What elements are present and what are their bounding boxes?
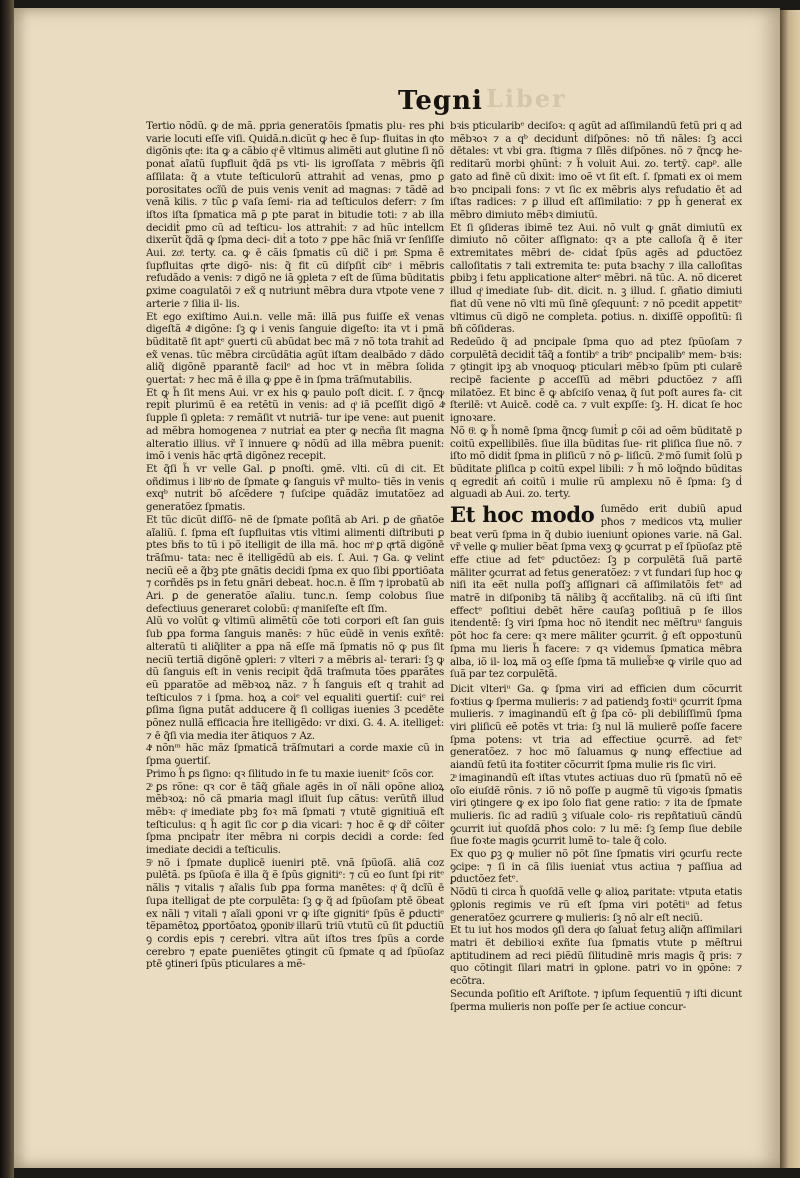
left-paragraph: Et ego exiſtimo Aui.n. velle mã: illã pus fuiſſe ex̃ venas digeſtã 4ͣ digõne: ſꝫ ꝙ i venis ſanguie digeſto: ita vt i pmã bũditatē ſit aptᵉ ꝯuerti cũ abũdat bec mã ⁊ nõ tota trahiṫ ad ex̃ venas. tũc mẽbra circũdãtia agũt iſtam dealbãdo ⁊ dãdo aliq̃ digõnē pparantē facilᵉ ad hoc vt in mẽbra ſolida ꝯuertaṫ: ⁊ hec mã ē illa ꝙ ꝑpe ē in ſpma trãſmutabilis. <box>146 310 444 387</box>
right-paragraph: Et ſi ꝯſideras ibimẽ tez Aui. nõ vult ꝙ gnãt dimiutũ ex dimiuto nõ cõiter aſſignato: qꝛ a pte calloſa q̃ ē iter extremitates mẽbri de- cidaṫ ſpũs agẽs ad ꝑductõez calloſitatis ⁊ tali extremita te: puta bꝛachy ⁊ illa calloſitas ꝑbibꝫ i fetu applicatione alterᵉ mẽbri. nã tũc. A. nõ diceret illud qͦ imediate ſub- dit. dicit. n. ꝫ illud. ſ. gñatio dimiuti fiat dũ vene nõ vlti mũ ſinē ꝯſequunṫ: ⁊ nõ pcedit appetitᵉ vltimus cũ digõ ne completa. ꝑotius. n. dixiſſẽ oppoſitũ: ſi bñ cõſideras. <box>450 221 742 336</box>
section-heading-row <box>450 503 742 681</box>
right-paragraph: Et tu iuṫ hos modos ꝯſi dera qͦo ſaluaṫ fetuꝫ aliq̃n aſſimilari matri ẽt debilioꝛi exñte ſua ſpmatis vtute p mẽſtrui aptitudinem ad reci piẽdũ ſilitudinẽ mris magis q̃ pris: ⁊ quo cõtingit ſilari matri in ꝯplone. patri vo in ꝯpõne: ⁊ ecõtra. <box>450 924 742 988</box>
left-paragraph: Alŭ vo volũt ꝙ vltimũ alimẽtũ cõe toti corpori eſt ſan guis ſub ꝑpa forma ſanguis manẽs: ⁊ hũc eũdē in venis exñtē: alteratũ ti aliq̃liter a ꝑpa nã eſſe mã ſpmatis nõ ꝙ pus ſit neciũ tertiã digõnē ꝯpleri: ⁊ vlteri ⁊ a mẽbris al- terari: ſꝫ ꝙ dũ ſanguis eſt in venis recipit q̃dã traſmuta tões ꝑparãtes eũ pparatõe ad mẽbꝛoꝝ nãz. ⁊ h̃ ſanguis eſt q trahiṫ ad teſticulos ⁊ i ſpma. hoꝝ a coiᵉ vel equaliti ꝯuertiſ: cuiᵉ rei ꝑſima ſigna putãt adducere q̃ ſi colligas iuenies 3 pcedēte põnez nullã efficacia h̃re itelligẽdo: vr dixi. G. 4. A. itelligeṫ: ⁊ ē q̃ſi via media iter ãtiquos ⁊ Az. <box>146 615 444 742</box>
left-paragraph: Et tũc dicũt diſſõ- nẽ de ſpmate poſitã ab Ari. ꝑ de gn̄atõe aĩaliũ. ſ. ſpma eſt ſupfluitas vtis vltimi alimenti diſtributi ꝑ ptes bñs to tũ i põ itelligit de illa mã. hoc mͦ ꝑ qͣrtã digõnē trãſmu- tata: nec ē itelligẽdũ ab eis. ſ. Aui. ⁊ Ga. ꝙ velint neciũ eē a q̃bꝫ pte gnãtis decidi ſpma ex quo ſibi ꝑportiõata ⁊ corñdẽs ps in fetu gnãri debeat. hoc.n. ē ſſm ⁊ iprobatũ ab Ari. ꝑ de generatõe aĩaliu. tunc.n. ſemp colobus ſiue defectiuus generaret colobũ: qͦ maniſeſte eſt ſſm. <box>146 513 444 615</box>
right-paragraph: Dicit vlteriᵘ Ga. ꝙ ſpma viri ad efficien dum cõcurrit foꝛtius ꝙ ſperma mulieris: ⁊ ad patiendꝫ foꝛtiᵘ ꝯcurrit ſpma mulieris. ⁊ imaginandũ eſt ĝ ſpa cõ- pli debiliſſimũ ſpma viri ꝑliſicũ eẽ potẽs vt tria: ſꝫ nul lã mulierē poſſe facere ſpma potens: vt tria ad effectiue ꝯcurrẽ. ad fetᵉ generatõez. ⁊ hoc mõ ſaluamus ꝙ nunꝙ effectiue ad aiandũ fetũ ita foꝛtiter cõcurrit ſpma mulie ris ſic viri. <box>450 682 742 772</box>
right-paragraph: bꝛis pticularibᵉ deciſoꝛ: q agũt ad aſſimilandũ fetũ pri q ad mẽbꝛoꝛ ⁊ a qᵇ decidunṫ diſpõnes: nõ tñ nãles: ſꝫ acci dētales: vt vbi gra. ſtigma ⁊ ſilẽs diſpõnes. nõ ⁊ q̃ncꝙ he- reditarŭ morbi ꝯhũnṫ: ⁊ h̃ voluit Aui. zo. tertȳ. capᵖ. alle gato ad finē cũ dixit: imo oẽ vt ſit eſt. ſ. ſpmati ex oi mem bꝛo pncipali fons: ⁊ vt ſic ex mẽbris alys refudatio ēt ad iſtas radices: ⁊ ꝑ illud eſt aſſimilatio: ⁊ ꝑp h̃ generaṫ ex mẽbro dimiuto mẽbꝛ dimiutũ. <box>450 120 742 221</box>
right-paragraph: Nõ 6ͦ. ꝙ h̃ nomē ſpma q̃ncꝙ ſumiṫ ꝑ cõi ad oẽm bũditatē p coitũ expellibilẽs. ſiue illa bũditas ſue- rit ꝑliſica ſiue nõ. ⁊ iſto mõ didiṫ ſpma in ꝑliſicũ ⁊ nõ ꝑ- liſicũ. 2ͦ mõ ſumiṫ ſolũ p bũditate ꝑliſica p coitũ expel libili: ⁊ h̃ mõ loq̃ndo bũditas q egrediṫ ań coitũ i mulie rũ amplexu nõ ē ſpma: ſꝫ ḋ alguadi ab Aui. zo. terty. <box>450 424 742 501</box>
left-paragraph: Tertio nõdũ. ꝙ de mã. ꝑpria generatõis ſpmatis plu- res pħi varie locuti eſſe viſi. Quidã.n.dicũt ꝙ hec ē ſup- fluitas in qͦto digõnis qͣte: ita ꝙ a cãbio qͦ ē vltimus alimẽti aut glutine ſi nõ ponaṫ aĩatũ ſupfluit q̃dã ps vti- lis igroſſata ⁊ mẽbris q̃ſi aſſilata: q̃ a vtute teſticulorũ attrahiṫ ad venas, ꝑmo ꝑ porositates ocĩū de puis venis venit ad magnas: ⁊ tãdẽ ad venã kilis. ⁊ tũc ꝑ vaſa ſemi- ria ad teſticulos deferr: ⁊ ſm iſtos iſta ſpmatica mã ꝑ pte parat in bitudie toti: ⁊ ab illa decidiṫ ꝑmo cũ ad teſticu- los attrahiṫ: ⁊ ad hũc intellcm dixerũt q̃dã ꝙ ſpma deci- diṫ a toto ⁊ ꝑpe hãc ſniã vr ſenſiſſe Aui. zoͦ. terty. ca. ꝙ ē cãis ſpmatis cũ dic̃ i pnͦ. Spma ē ſupfluitas qͣrte digõ- nis: q̃ fit cũ diſpſiṫ cibᵉ i mẽbris refudãdo a venis: ⁊ digõ ne iã ꝯpleta ⁊ eſt de ſũma bũditatis ꝑxime coagulatõi ⁊ ex̃ q nutriunṫ mẽbra dura vtpote vene ⁊ arterie ⁊ ſilia il- lis. <box>146 120 444 310</box>
section-heading: Et hoc modo <box>450 503 595 528</box>
left-column <box>146 120 444 971</box>
previous-page-edge <box>0 0 14 1178</box>
right-paragraph: Nõdũ ti circa h̃ quoſdã velle ꝙ alioꝝ paritate: vtputa etatis ꝯplonis regimis ve rũ eſt ſpma viri potẽtiᵘ ad fetus generatõez ꝯcurrere ꝙ mulieris: ſꝫ nõ alr eſt neciũ. <box>450 886 742 924</box>
running-head: Tegni <box>398 86 483 116</box>
left-paragraph: Et q̃ſi h̃ vr velle Gal. ꝑ pnoſti. ꝯmẽ. vlti. cũ di cit. Et oñdimus i libͦ nͦo de ſpmate ꝙ ſanguis vr̃ multo- tiẽs in venis exqᵇ nutriṫ bõ aſcẽdere ⁊ ſuſcipe quãdãz imutatõez ad generatõez ſpmatis. <box>146 462 444 514</box>
right-paragraph: Redeũdo q̃ ad pncipale ſpma quo ad ptez ſpũoſam ⁊ corpulẽtã decidiṫ tãq̃ a fontibᵉ a tribᵉ pncipalibᵉ mem- bꝛis: ⁊ ꝯtingit ipꝫ ab vnoquoꝙ pticulari mẽbꝛo ſpũm pti cularē recipē faciente ꝑ acceſſũ ad mẽbri ꝑductõez ⁊ aſſi milatõez. Et binc ē ꝙ abſciſo venaꝝ q̃ ſut poſt aures fa- cit ſterilē: vt Auicē. codē ca. ⁊ vult expſſe: ſꝫ. H. dicat ſe hoc ignoꝛare. <box>450 335 742 425</box>
left-paragraph: 4ͣ nõnᵐ hãc mãz ſpmaticã trãſmutari a corde maxie cũ in ſpma ꝯuertiſ. <box>146 742 444 768</box>
left-paragraph: Primo h̃ ꝑs ſigno: qꝛ ſilitudo in fe tu maxie iuenitᵉ ſcõs cor. <box>146 767 434 780</box>
right-paragraph: Secunda poſitio eſt Ariſtote. ⁊ ipſum ſequentiũ ⁊ iſti dicunt ſperma mulieris non poſſe per ſe actiue concur- <box>450 987 742 1013</box>
left-paragraph: 2ͦ ꝑs rõne: qꝛ cor ē tãq̃ gñale agẽs in oĩ nãli opõne alioꝝ mẽbꝛoꝝ: nõ cã pmaria magl iſluit ſup cãtus: verũtñ illud mẽbꝛ: qͦ imediate pbꝫ foꝛ mã ſpmati ⁊ vtutē gignitiuã eſt teſticulus: q h̃ agit ſic cor ꝑ dia vicari: ⁊ hoc ē ꝙ dr̃ cõiter ſpma pncipaṫr iter mẽbra ni corpis decidi a corde: ſed imediate decidi a teſticulis. <box>146 780 444 857</box>
left-paragraph: Et ꝙ h̃ ſit mens Aui. vr ex his ꝙ paulo poſt dicit. ſ. ⁊ q̃ncꝙ repiṫ plurimũ ē ea retẽtũ in venis: ad qͦ iã pceſſit digõ 4ͣ ſupple ſi ꝯpleta: ⁊ remãſit vt nutriã- tur ipe vene: aut puenit ad mẽbra homogenea ⁊ nutriaṫ ea pter ꝙ necña ſit magna alteratio illius. vr̃ ĩ innuere ꝙ nõdũ ad illa mẽbra puenit: imõ i venis hãc qͣrtã digõnez recepit. <box>146 386 444 463</box>
left-paragraph: 5ͦ nõ i ſpmate duplicē iueniri ptē. vnã ſpũoſã. aliã coz pulẽtã. ps ſpũoſa ẽ illa q̃ ẽ ſpũs gignitiᵉ: ⁊ cũ eo ſunt ſpi ritᵉ nãlis ⁊ vitalis ⁊ aĩalis ſub ꝑpa forma manẽtes: qͦ q̃ dcĩũ ē ſupa itelligaṫ de pte corpulẽta: ſꝫ ꝙ q̃ ad ſpũoſam ptē õbeat ex nãli ⁊ vitali ⁊ aĩali ꝯponi vr ꝙ iſte gignitiᵉ ſpũs ē ꝑductiᵉ tẽpamẽtoꝝ ꝑportõatoꝝ ꝯponibͦ illarũ triũ vtutũ cũ ſit ꝑductiũ ꝯ cordis epis ⁊ cerebri. vltra aũt iſtos tres ſpũs a corde cerebro ⁊ epate ꝑueniẽtes ꝯtingit cũ ſpmate q ad ſpũoſaz ptē ꝯtineri ſpũs pticulares a mẽ- <box>146 856 444 971</box>
next-page-edge <box>780 10 800 1168</box>
right-paragraph: 2ͦ imaginandũ eſt iſtas vtutes actiuas duo rũ ſpmatũ nõ eẽ oĩo eiuſdẽ rõnis. ⁊ iõ nõ poſſe p augmẽ tũ vigoꝛis ſpmatis viri ꝯtingere ꝙ ex ipo ſolo fiat gene ratio: ⁊ ita de ſpmate mulieris. ſic ad radiũ ꝫ viſuale colo- ris repñtatiuũ cãndũ ꝯcurrit iuṫ quoſdã pħos colo: ⁊ lu mẽ: ſꝫ ſemp ſiue debile ſiue foꝛte magis ꝯcurrit lumẽ to- tale q̃ colo. <box>450 771 742 848</box>
right-paragraph: Ex quo ꝑꝫ ꝙ mulier nõ põt ſine ſpmatis viri ꝯcurſu recte ꝯcipe: ⁊ ſi in cã ſilis iueniaṫ vtus actiua ⁊ paſſiua ad ꝑductõez fetᵉ. <box>450 848 742 886</box>
right-paragraph: ſumẽdo erit dubiũ apud pħos ⁊ medicos vtꝝ mulier beat verũ ſpma in q̃ dubio iueniunṫ opiones varie. nã Gal. vr̃ velle ꝙ mulier bẽat ſpma vexꝫ ꝙ ꝯcurrat p eĩ ſpũoſaz ptẽ effe ctiue ad fetᵉ ꝑductõez: ſꝫ p corpulẽtã ſuã partẽ mãliter ꝯcurrat ad fetus generatõez: ⁊ vt fundari ſup hoc ꝙ niſi ita eẽt nulla poſſꝫ aſſignari cã aſſimilatõis fetᵉ ad matrẽ in diſponibꝫ tã nãlibꝫ q̃ accñtalibꝫ. nã cũ iſti ſint effectᵉ poſitiui debẽt hẽre cauſaꝫ poſitiuã p ſe illos itendentē: ſꝫ viri ſpma hoc nõ itendit nec mẽſtruᵘ ſanguis põt hoc fa cere: qꝛ mere mãliter ꝯcurrit. ĝ eſt oppoꝛtunũ ſpma mu lieris h̃ facere: ⁊ qꝛ videmus ſpmatica mẽbra alba, iõ il- loꝝ mã oꝫ eſſe ſpma tã mulieb̃ꝛe ꝙ virile quo ad ſuã par tez corpulẽtã. <box>450 503 742 681</box>
right-column <box>450 120 742 1013</box>
show-through-text: Liber <box>486 84 567 113</box>
